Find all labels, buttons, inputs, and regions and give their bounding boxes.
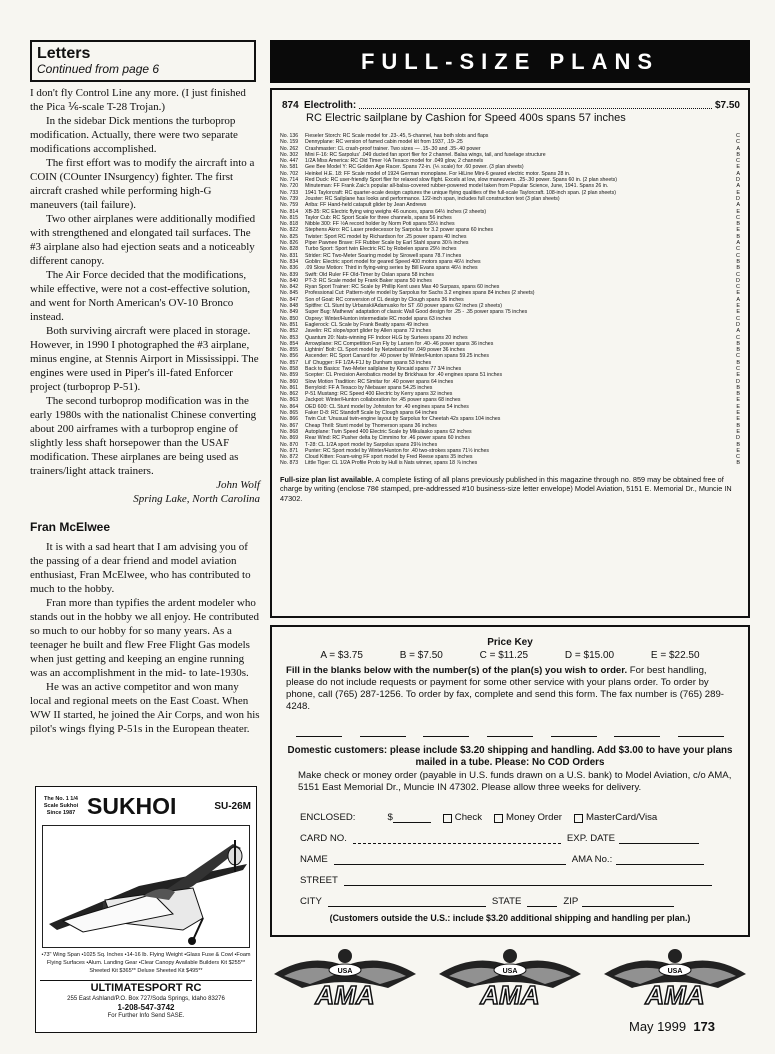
instr-text: For best handling, please do not include requests or payment for some other service with your plans order. To order by phone, call (765) 287-1256. To order by fax, complete and send this form. The fax number is (765) 289-4248. bbox=[286, 665, 725, 712]
plan-price-key: B bbox=[736, 359, 740, 366]
plan-number: No. 720 bbox=[280, 183, 299, 190]
plan-description: Twin Cut: 'Unusual twin-engine layout by Sarpolus for Cheetah 42s spans 104 inches bbox=[305, 416, 501, 423]
plan-number: No. 733 bbox=[280, 189, 299, 196]
plan-description: Minuteman: FF Frank Zaic's popular all-balsa-covered rubber-powered model taken from Popular Science, June, 1941. Spans 26 in. bbox=[305, 183, 609, 190]
city-row bbox=[300, 886, 734, 907]
street-row bbox=[300, 865, 734, 886]
plan-price-key: B bbox=[736, 258, 740, 265]
zip-field[interactable] bbox=[582, 897, 674, 907]
plan-description: XB-35: RC Electric flying wing weighs 46 ounces, spans 64½ inches (2 sheets) bbox=[305, 208, 487, 215]
name-label: NAME bbox=[300, 854, 328, 865]
section-title: Fran McElwee bbox=[30, 520, 111, 534]
plan-number: No. 864 bbox=[280, 403, 299, 410]
plan-price-key: E bbox=[736, 208, 740, 215]
plan-price-key: C bbox=[736, 252, 740, 259]
sukhoi-advertisement bbox=[35, 786, 257, 1033]
airplane-icon bbox=[43, 826, 251, 947]
state-field[interactable] bbox=[527, 897, 557, 907]
plan-price-key: B bbox=[736, 233, 740, 240]
letters-title: Letters bbox=[37, 45, 91, 62]
exp-date-label: EXP. DATE bbox=[566, 833, 616, 844]
order-instructions bbox=[286, 665, 734, 713]
plan-description: Back to Basics: Two-Meter sailplane by Kincaid spans 77 3/4 inches bbox=[305, 365, 462, 372]
domestic-note: Domestic customers: please include $3.20 shipping and handling. Add $3.00 to have your plans mailed in a tube. Please: No COD Orders bbox=[287, 745, 733, 768]
signature-name: John Wolf bbox=[216, 479, 260, 491]
plan-number: No. 863 bbox=[280, 397, 299, 404]
plan-blank[interactable] bbox=[296, 729, 342, 737]
plan-description: Jackpot: Winter/Hunton collaboration for .45 power spans 68 inches bbox=[305, 397, 461, 404]
plan-price-key: C bbox=[736, 133, 740, 139]
zip-label: ZIP bbox=[563, 896, 579, 907]
ad-header bbox=[36, 787, 256, 825]
letter-paragraph: I don't fly Control Line any more. (I just finished the Pica ⅙-scale T-28 Trojan.) bbox=[30, 87, 246, 113]
plan-number: No. 861 bbox=[280, 384, 299, 391]
plan-number: No. 814 bbox=[280, 208, 299, 215]
plan-number: No. 702 bbox=[280, 170, 299, 177]
plan-number: No. 825 bbox=[280, 233, 299, 240]
plan-price-key: B bbox=[736, 151, 740, 158]
plan-description: Ryan Sport Trainer: RC Scale by Phillip Kent uses Max 40 Surpass, spans 60 inches bbox=[305, 284, 500, 291]
plan-blank[interactable] bbox=[360, 729, 406, 737]
plan-number: No. 870 bbox=[280, 441, 299, 448]
plan-price-key: C bbox=[736, 315, 740, 322]
plan-description: Swift: Old Ruler FF Old-Timer by Oslan spans 58 inches bbox=[305, 271, 434, 278]
card-row bbox=[300, 823, 734, 844]
plan-description: Little Tiger: CL 1/2A Profile Proto by Hull is Nats winner, spans 18 ⅞ inches bbox=[305, 460, 478, 467]
letter-paragraph: In the sidebar Dick mentions the turboprop modification. Actually, there were two separate modifications accomplished. bbox=[30, 115, 238, 155]
plan-number: No. 848 bbox=[280, 303, 299, 310]
plan-blank[interactable] bbox=[487, 729, 533, 737]
plan-price-key: D bbox=[736, 378, 740, 385]
plan-price-key: A bbox=[736, 328, 740, 335]
plan-price-key: E bbox=[736, 372, 740, 379]
plan-description: Super Bug: Mathews' adaptation of classic Wall Good design for .25 - .35 power spans 75 inches bbox=[305, 309, 528, 316]
plan-blank[interactable] bbox=[551, 729, 597, 737]
price-b: B = $7.50 bbox=[399, 650, 443, 661]
plan-price-key: B bbox=[736, 384, 740, 391]
plan-row bbox=[280, 460, 740, 466]
price-d: D = $15.00 bbox=[564, 650, 615, 661]
plan-price-key: C bbox=[736, 246, 740, 253]
plan-price-key: D bbox=[736, 321, 740, 328]
plan-number-blanks bbox=[296, 729, 724, 737]
ama-logos bbox=[270, 944, 750, 1012]
state-label: STATE bbox=[491, 896, 522, 907]
plan-blank[interactable] bbox=[614, 729, 660, 737]
featured-number: 874 bbox=[282, 100, 299, 111]
plan-price-key: C bbox=[736, 353, 740, 360]
plan-description: Rear Wind: RC Pusher delta by Cimmino for .46 power spans 60 inches bbox=[305, 435, 470, 442]
plan-number: No. 826 bbox=[280, 240, 299, 247]
logo-ama: AMA bbox=[645, 980, 705, 1010]
plan-description: Crashmaster: CL crash-proof trainer. Two sizes — .15-.30 and .35-.40 power bbox=[305, 145, 481, 152]
plan-price-key: E bbox=[736, 303, 740, 310]
plan-number: No. 867 bbox=[280, 422, 299, 429]
enclosed-label: ENCLOSED: bbox=[300, 812, 356, 823]
plan-description: Twister: Sport RC model by Richardson for .25 power spans 40 inches bbox=[305, 233, 467, 240]
plan-number: No. 853 bbox=[280, 334, 299, 341]
plan-price-key: D bbox=[736, 277, 740, 284]
plan-description: Turbo Sport: Sport twin Electric RC by Robelen spans 29½ inches bbox=[305, 246, 457, 253]
page-number: 173 bbox=[693, 1019, 716, 1034]
plan-number: No. 852 bbox=[280, 328, 299, 335]
plan-number: No. 836 bbox=[280, 265, 299, 272]
plan-price-key: B bbox=[736, 460, 740, 467]
plan-price-key: E bbox=[736, 447, 740, 454]
featured-plan bbox=[282, 100, 740, 112]
street-label: STREET bbox=[300, 875, 338, 886]
city-label: CITY bbox=[300, 896, 322, 907]
plan-description: Spitfire: CL Stunt by Urbanski/Adamusko for ST .60 power spans 62 inches (2 sheets) bbox=[305, 303, 502, 310]
card-no-label: CARD NO. bbox=[300, 833, 347, 844]
plan-description: Ascender: RC Sport Canard for .40 power by Winter/Hunton spans 59.25 inches bbox=[305, 353, 489, 360]
plan-number: No. 849 bbox=[280, 309, 299, 316]
plan-description: Punter: RC Sport model by Winter/Hunton for .40 two-strokes spans 71½ inches bbox=[305, 447, 489, 454]
logo-usa: USA bbox=[667, 968, 683, 975]
plan-price-key: B bbox=[736, 347, 740, 354]
plan-number: No. 868 bbox=[280, 428, 299, 435]
plan-description: Osprey: Winter/Hunton intermediate RC model spans 63 inches bbox=[305, 315, 452, 322]
street-field[interactable] bbox=[344, 876, 712, 886]
plan-price-key: A bbox=[736, 296, 740, 303]
plan-number: No. 871 bbox=[280, 447, 299, 454]
ama-logo-icon bbox=[270, 944, 420, 1012]
plan-price-key: C bbox=[736, 454, 740, 461]
ama-no-label: AMA No.: bbox=[571, 854, 613, 865]
ad-footer bbox=[40, 980, 252, 1020]
exp-date-field[interactable] bbox=[619, 834, 699, 844]
ad-company: ULTIMATESPORT RC bbox=[90, 982, 202, 994]
letter-paragraph: It is with a sad heart that I am advising you of the passing of a dear friend and model aviation enthusiast, Fran McElwee, who has contributed to much to the hobby. bbox=[30, 541, 251, 595]
featured-name: Electrolith: bbox=[304, 100, 357, 111]
plan-description: Cheap Thrill: Stunt model by Thomerson spans 36 inches bbox=[305, 422, 437, 429]
plan-number: No. 262 bbox=[280, 145, 299, 152]
leader-dots bbox=[359, 100, 712, 109]
amount-field[interactable] bbox=[393, 813, 431, 823]
plan-price-key: A bbox=[736, 170, 740, 177]
plan-number: No. 854 bbox=[280, 340, 299, 347]
price-c: C = $11.25 bbox=[479, 650, 529, 661]
foreign-note: (Customers outside the U.S.: include $3.20 additional shipping and handling per plan.) bbox=[329, 913, 691, 923]
ad-info: For Further Info Send SASE. bbox=[107, 1013, 185, 1019]
plan-description: Red Duck: RC user-friendly Sport flier for relaxed slow flight. Excels at low, slow maneuvers. .25-.30 power. Spans 60 in. (2 plan sheets) bbox=[305, 177, 617, 184]
card-no-field[interactable] bbox=[353, 834, 561, 844]
plan-description: Eaglerock: CL Scale by Frank Beatty spans 49 inches bbox=[305, 321, 429, 328]
plan-description: Arrowplane: RC Competition Fun Fly by Larsen for .40-.46 power spans 36 inches bbox=[305, 340, 494, 347]
plan-number: No. 842 bbox=[280, 284, 299, 291]
plans-note-text: A complete listing of all plans previously published in this magazine through no. 859 may be obtained free of charge by writing (enclose 78¢ stamped, pre-addressed #10 business-size letter envelope) Model Aviation, 5151 E. Memorial Dr., Muncie IN 47302. bbox=[280, 474, 732, 503]
plan-description: Lil' Chugger: FF 1/2A-F1J by Dunham spans 53 inches bbox=[305, 359, 432, 366]
ad-phone: 1-208-547-3742 bbox=[117, 1003, 175, 1012]
plan-description: Mini F-16: RC Sarpolus' .049 ducted fan sport flier for 2 channel. Balsa wings, tail, and fuselage structure bbox=[305, 151, 546, 158]
plan-number: No. 856 bbox=[280, 353, 299, 360]
plan-description: Quantum 20: Nats-winning FF Indoor HLG by Surtees spans 20 inches bbox=[305, 334, 468, 341]
check-checkbox[interactable] bbox=[443, 814, 452, 823]
ad-tagline: The No. 1 1/4 Scale Sukhoi Since 1987 bbox=[43, 795, 79, 816]
payment-form bbox=[286, 802, 734, 907]
plan-number: No. 759 bbox=[280, 202, 299, 209]
plan-price-key: E bbox=[736, 164, 740, 171]
plan-price-key: E bbox=[736, 227, 740, 234]
letters-header bbox=[30, 40, 256, 82]
plan-number: No. 858 bbox=[280, 365, 299, 372]
plan-number: No. 862 bbox=[280, 391, 299, 398]
plan-description: T-28: CL 1/2A sport model by Sarpolus spans 29⅛ inches bbox=[305, 441, 438, 448]
plans-note-bold: Full-size plan list available. bbox=[280, 474, 374, 484]
plan-blank[interactable] bbox=[423, 729, 469, 737]
plan-price-key: C bbox=[736, 334, 740, 341]
logo-ama: AMA bbox=[480, 980, 540, 1010]
plan-description: 1941 Taylorcraft: RC quarter-scale design captures the unique flying qualities of the full-scale Taylorcraft. 108-inch span. (2 plan sheets) bbox=[305, 189, 616, 196]
plan-description: Piper Pawnee Brave: FF Rubber Scale by Earl Stahl spans 30⅞ inches bbox=[305, 240, 469, 247]
plan-description: Strider: RC Two-Meter Soaring model by Sirowell spans 78.7 inches bbox=[305, 252, 462, 259]
plan-description: PT-3: RC Scale model by Frank Baker spans 50 inches bbox=[305, 277, 432, 284]
check-label: Check bbox=[454, 812, 482, 823]
plan-price-key: C bbox=[736, 139, 740, 146]
plan-price-key: C bbox=[736, 284, 740, 291]
letter-paragraph: Both surviving aircraft were placed in storage. However, in 1990 I photographed the #3 airplane, minus engine, at Stennis Airport in Mississippi. The engines were used in Piper's ill-fated Enforcer project (turboprop P-51). bbox=[30, 325, 259, 393]
plan-number: No. 865 bbox=[280, 410, 299, 417]
money-order-label: Money Order bbox=[506, 812, 562, 823]
plan-price-key: B bbox=[736, 441, 740, 448]
price-e: E = $22.50 bbox=[650, 650, 700, 661]
signature-place: Spring Lake, North Carolina bbox=[133, 493, 260, 505]
name-field[interactable] bbox=[334, 855, 566, 865]
ama-no-field[interactable] bbox=[616, 855, 704, 865]
plan-description: Cloud Kitten: Foam-wing FF sport model by Fred Reese spans 35 inches bbox=[305, 454, 473, 461]
letter-paragraph: The second turboprop modification was in the early 1980s with the nationalist Chinese converting about 200 airframes with a turboprop engine of slightly less shaft horsepower than the USAF modification. These airplanes are being used as trainers/light attack trainers. bbox=[30, 395, 257, 477]
plan-description: Jouster: RC Sailplane has looks and performance. 122-inch span, includes full construction text (3 plan sheets) bbox=[305, 195, 560, 202]
letter-paragraph: Two other airplanes were additionally modified with strengthened and elongated tail surfaces. The #3 airplane also had ejection seats and a noticeably different canopy. bbox=[30, 213, 256, 267]
letter-paragraph: He was an active competitor and won many local and regional meets on the East Coast. When WW II started, he joined the Air Corps, and won his pilot's wings flying P-51s in the European theater. bbox=[30, 681, 260, 735]
plan-price-key: A bbox=[736, 240, 740, 247]
check-note: Make check or money order (payable in U.S. funds drawn on a U.S. bank) to Model Aviation, c/o AMA, 5151 East Memorial Dr., Muncie IN 47302. Please allow three weeks for delivery. bbox=[298, 770, 732, 793]
plan-description: Javelin: RC slope/sport glider by Allen spans 72 inches bbox=[305, 328, 432, 335]
plan-price-key: E bbox=[736, 403, 740, 410]
city-field[interactable] bbox=[328, 897, 486, 907]
letter-paragraph: Fran more than typifies the ardent modeler who stands out in the hobby we all enjoy. He contributed so much to our hobby for so many years. As a teenager he built and flew Free Flight Gas models when just getting and keeping an engine running was an accomplishment in the mid- to late-1930s. bbox=[30, 597, 260, 679]
ama-logo-icon bbox=[435, 944, 585, 1012]
airplane-photo bbox=[42, 825, 250, 948]
plan-price-key: C bbox=[736, 214, 740, 221]
plan-description: Faker D-8: RC Standoff Scale by Clough spans 64 inches bbox=[305, 410, 438, 417]
plans-list-box bbox=[270, 88, 750, 618]
plan-number: No. 136 bbox=[280, 133, 299, 139]
dollar-label: $ bbox=[387, 812, 393, 823]
plan-blank[interactable] bbox=[678, 729, 724, 737]
plan-number: No. 815 bbox=[280, 214, 299, 221]
plan-description: Professional Cut: Pattern-style model by Sarpolus for Sachs 3.2 engines spans 84 inches (2 sheets) bbox=[305, 290, 535, 297]
plans-list bbox=[280, 133, 740, 467]
plan-number: No. 866 bbox=[280, 416, 299, 423]
plan-number: No. 850 bbox=[280, 315, 299, 322]
featured-price: $7.50 bbox=[714, 100, 740, 111]
plan-price-key: C bbox=[736, 271, 740, 278]
plan-description: Autoplane: Twin Speed 400 Electric Scale by Mikulasko spans 62 inches bbox=[305, 428, 472, 435]
logo-usa: USA bbox=[502, 968, 518, 975]
plan-number: No. 581 bbox=[280, 164, 299, 171]
plan-price-key: E bbox=[736, 189, 740, 196]
price-key-title: Price Key bbox=[487, 637, 533, 648]
plan-price-key: E bbox=[736, 309, 740, 316]
plan-description: Taylor Cub: RC Sport Scale for three channels, spans 56 inches bbox=[305, 214, 452, 221]
plan-number: No. 851 bbox=[280, 321, 299, 328]
logo-ama: AMA bbox=[315, 980, 375, 1010]
plan-number: No. 872 bbox=[280, 454, 299, 461]
plan-number: No. 828 bbox=[280, 246, 299, 253]
plan-description: Dennyplane: RC version of famed cabin model kit from 1937, .19-.25 bbox=[305, 139, 463, 146]
price-a: A = $3.75 bbox=[320, 650, 363, 661]
plan-price-key: E bbox=[736, 397, 740, 404]
mastercard-label: MasterCard/Visa bbox=[585, 812, 658, 823]
plan-description: Son of Goat: RC conversion of CL design by Clough spans 36 inches bbox=[305, 296, 464, 303]
plan-description: Nibble 300: FF ½A record holder by Norm Poti spans 55½ inches bbox=[305, 221, 455, 228]
plan-price-key: E bbox=[736, 416, 740, 423]
page-footer bbox=[629, 1019, 715, 1034]
plan-number: No. 302 bbox=[280, 151, 299, 158]
plan-number: No. 818 bbox=[280, 221, 299, 228]
enclosed-row bbox=[300, 802, 734, 823]
ad-address: 255 East Ashland/P.O. Box 727/Soda Springs, Idaho 83276 bbox=[67, 996, 225, 1002]
plan-price-key: C bbox=[736, 365, 740, 372]
plan-number: No. 822 bbox=[280, 227, 299, 234]
plan-price-key: E bbox=[736, 290, 740, 297]
instr-bold: Fill in the blanks below with the number(s) of the plan(s) you wish to order. bbox=[286, 665, 628, 676]
plan-number: No. 739 bbox=[280, 195, 299, 202]
plan-number: No. 839 bbox=[280, 271, 299, 278]
letters-continued: Continued from page 6 bbox=[37, 62, 160, 76]
plan-price-key: B bbox=[736, 265, 740, 272]
plan-description: .09 Slow Motion: Third in flying-wing series by Bill Evans spans 46½ inches bbox=[305, 265, 478, 272]
plan-price-key: A bbox=[736, 145, 740, 152]
letters-body bbox=[30, 86, 260, 736]
plan-price-key: B bbox=[736, 340, 740, 347]
ama-logo-icon bbox=[600, 944, 750, 1012]
plan-description: Lightnin' Bolt: CL Sport model by Netzeband for .049 power 36 inches bbox=[305, 347, 465, 354]
plan-description: Berryloid: FF A Texaco by Niebauer spans 54.25 inches bbox=[305, 384, 433, 391]
plans-note bbox=[280, 475, 740, 504]
plan-number: No. 447 bbox=[280, 158, 299, 165]
plans-banner: FULL-SIZE PLANS bbox=[270, 40, 750, 83]
plan-price-key: B bbox=[736, 221, 740, 228]
plan-number: No. 873 bbox=[280, 460, 299, 467]
plan-number: No. 714 bbox=[280, 177, 299, 184]
plan-price-key: A bbox=[736, 202, 740, 209]
plan-description: Heinkel H.E. 18: FF Scale model of 1924 German monoplane. For HiLine Mini-6 geared electric motor. Spans 28 in. bbox=[305, 170, 571, 177]
mastercard-checkbox[interactable] bbox=[574, 814, 583, 823]
plan-number: No. 840 bbox=[280, 277, 299, 284]
plan-price-key: D bbox=[736, 195, 740, 202]
plan-number: No. 845 bbox=[280, 290, 299, 297]
plan-number: No. 834 bbox=[280, 258, 299, 265]
plan-price-key: B bbox=[736, 391, 740, 398]
ad-specs: •73" Wing Span •1025 Sq. Inches •14-16 lb. Flying Weight •Glass Fuse & Cowl •Foam Flying Surfaces •Alum. Landing Gear •Clear Canopy Available Builders Kit $255** Sheeted Kit $365** Deluxe Sheeted Kit $495** bbox=[41, 952, 251, 974]
plan-description: P-51 Mustang: RC Speed 400 Electric by Kerry spans 32 inches bbox=[305, 391, 453, 398]
plan-description: Fieseler Storch: RC Scale model for .23-.45, 5-channel, has both slots and flaps bbox=[305, 133, 489, 139]
plan-number: No. 847 bbox=[280, 296, 299, 303]
plan-description: Ariba: FF Hand-held catapult glider by Jean Andrews bbox=[305, 202, 427, 209]
plan-price-key: C bbox=[736, 158, 740, 165]
logo-usa: USA bbox=[337, 968, 353, 975]
letter-paragraph: The Air Force decided that the modifications, while effective, were not a cost-effective solution, and went for North American's OV-10 Bronco instead. bbox=[30, 269, 251, 323]
plan-number: No. 869 bbox=[280, 435, 299, 442]
plan-price-key: D bbox=[736, 435, 740, 442]
plan-description: Goblin: Electric sport model for geared Speed 400 motors spans 46½ inches bbox=[305, 258, 481, 265]
plan-description: 1/2A Miss America: RC Old Timer ½A Texaco model for .049 glow, 2 channels bbox=[305, 158, 484, 165]
price-key bbox=[302, 650, 718, 661]
plan-price-key: E bbox=[736, 428, 740, 435]
plan-description: OED 600: CL Stunt model by Johnston for .40 engines spans 54 inches bbox=[305, 403, 469, 410]
letter-paragraph: The first effort was to modify the aircraft into a COIN (COunter INsurgency) fighter. The first aircraft crashed while performing high-G maneuvers (tail failure). bbox=[30, 157, 255, 211]
plan-price-key: A bbox=[736, 183, 740, 190]
name-row bbox=[300, 844, 734, 865]
plan-price-key: D bbox=[736, 177, 740, 184]
plan-number: No. 855 bbox=[280, 347, 299, 354]
ad-brand: SUKHOI bbox=[87, 792, 177, 819]
plan-description: Slow Motion Tradition: RC Simitar for .40 power spans 64 inches bbox=[305, 378, 454, 385]
plan-price-key: B bbox=[736, 422, 740, 429]
money-order-checkbox[interactable] bbox=[494, 814, 503, 823]
plan-number: No. 857 bbox=[280, 359, 299, 366]
plan-description: Gee Bee Model Y: RC Golden Age Racer. Spans 72-in. (⅙ scale) for .60 power. (3 plan sheets) bbox=[305, 164, 524, 171]
plan-price-key: E bbox=[736, 410, 740, 417]
featured-desc: RC Electric sailplane by Cashion for Speed 400s spans 57 inches bbox=[306, 112, 626, 124]
plan-number: No. 159 bbox=[280, 139, 299, 146]
plan-number: No. 831 bbox=[280, 252, 299, 259]
plan-description: Scepter: CL Precision Aerobatics model by Brickhaus for .40 engines spans 51 inches bbox=[305, 372, 503, 379]
issue-date: May 1999 bbox=[629, 1019, 687, 1034]
plan-number: No. 859 bbox=[280, 372, 299, 379]
ad-model: SU-26M bbox=[214, 800, 251, 812]
plan-description: Stephens Akro: RC Laser predecessor by Sarpolus for 3.2 power spans 60 inches bbox=[305, 227, 494, 234]
plan-number: No. 860 bbox=[280, 378, 299, 385]
order-form bbox=[270, 625, 750, 937]
